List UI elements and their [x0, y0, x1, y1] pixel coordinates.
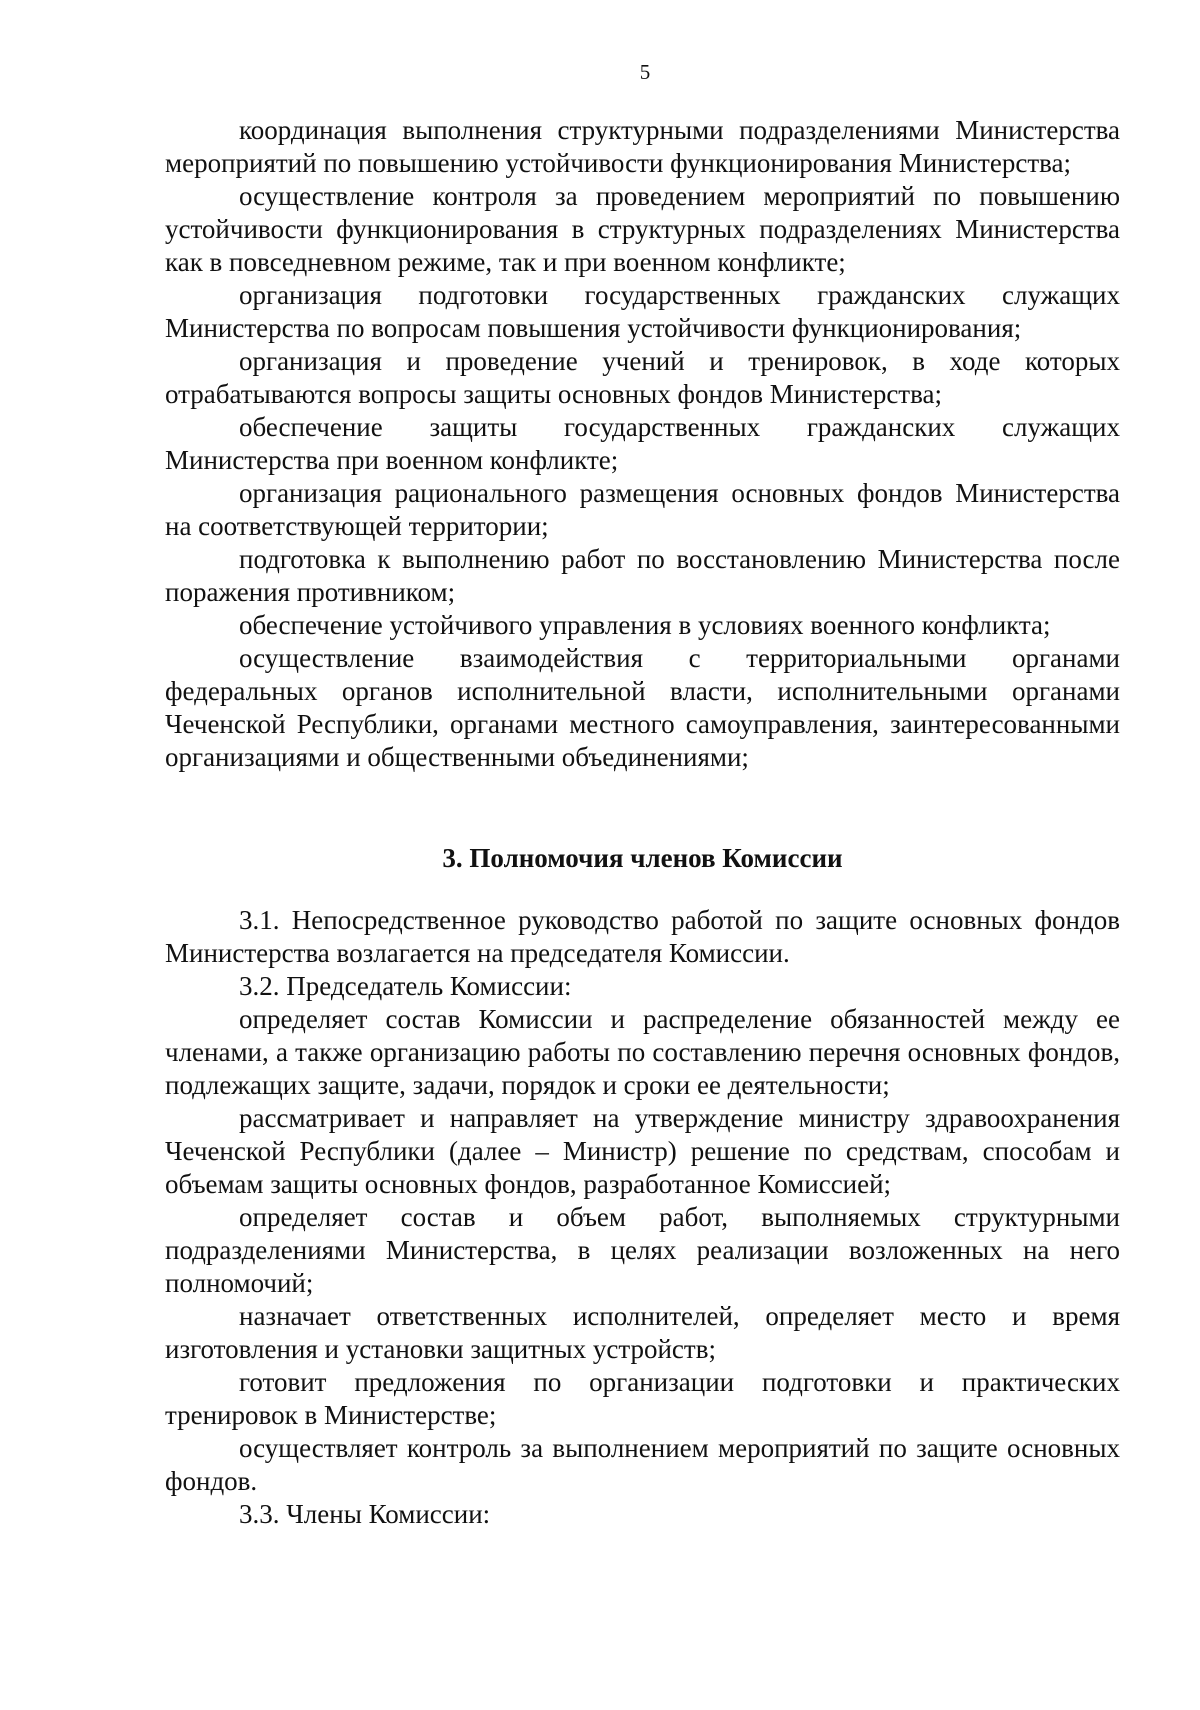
paragraph: координация выполнения структурными подразделениями Министерства мероприятий по повышению устойчивости функционирования Министерства; [165, 115, 1120, 178]
paragraph: организация и проведение учений и тренировок, в ходе которых отрабатываются вопросы защиты основных фондов Министерства; [165, 346, 1120, 409]
paragraph: 3.2. Председатель Комиссии: [239, 971, 572, 1001]
section-title: 3. Полномочия членов Комиссии [442, 843, 843, 873]
bottom-text-block [165, 904, 1120, 1531]
paragraph: обеспечение устойчивого управления в условиях военного конфликта; [239, 610, 1051, 640]
page-number: 5 [639, 60, 651, 84]
paragraph: назначает ответственных исполнителей, определяет место и время изготовления и установки защитных устройств; [165, 1301, 1120, 1364]
paragraph: организация подготовки государственных гражданских служащих Министерства по вопросам повышения устойчивости функционирования; [165, 280, 1120, 343]
paragraph: осуществление контроля за проведением мероприятий по повышению устойчивости функционирования в структурных подразделениях Министерства как в повседневном режиме, так и при военном конфликте; [165, 181, 1120, 277]
paragraph: определяет состав Комиссии и распределение обязанностей между ее членами, а также организацию работы по составлению перечня основных фондов, подлежащих защите, задачи, порядок и сроки ее деятельности; [165, 1004, 1120, 1100]
paragraph: 3.3. Члены Комиссии: [239, 1499, 491, 1529]
top-text-block [165, 114, 1120, 774]
paragraph: организация рационального размещения основных фондов Министерства на соответствующей территории; [165, 478, 1120, 541]
paragraph: обеспечение защиты государственных гражданских служащих Министерства при военном конфликте; [165, 412, 1120, 475]
paragraph: готовит предложения по организации подготовки и практических тренировок в Министерстве; [165, 1367, 1120, 1430]
paragraph: 3.1. Непосредственное руководство работой по защите основных фондов Министерства возлагается на председателя Комиссии. [165, 905, 1120, 968]
paragraph: подготовка к выполнению работ по восстановлению Министерства после поражения противником; [165, 544, 1120, 607]
paragraph: рассматривает и направляет на утверждение министру здравоохранения Чеченской Республики (далее – Министр) решение по средствам, способам и объемам защиты основных фондов, разработанное Комиссией; [165, 1103, 1120, 1199]
paragraph: осуществление взаимодействия с территориальными органами федеральных органов исполнительной власти, исполнительными органами Чеченской Республики, органами местного самоуправления, заинтересованными организациями и общественными объединениями; [165, 643, 1120, 772]
paragraph: осуществляет контроль за выполнением мероприятий по защите основных фондов. [165, 1433, 1120, 1496]
paragraph: определяет состав и объем работ, выполняемых структурными подразделениями Министерства, в целях реализации возложенных на него полномочий; [165, 1202, 1120, 1298]
